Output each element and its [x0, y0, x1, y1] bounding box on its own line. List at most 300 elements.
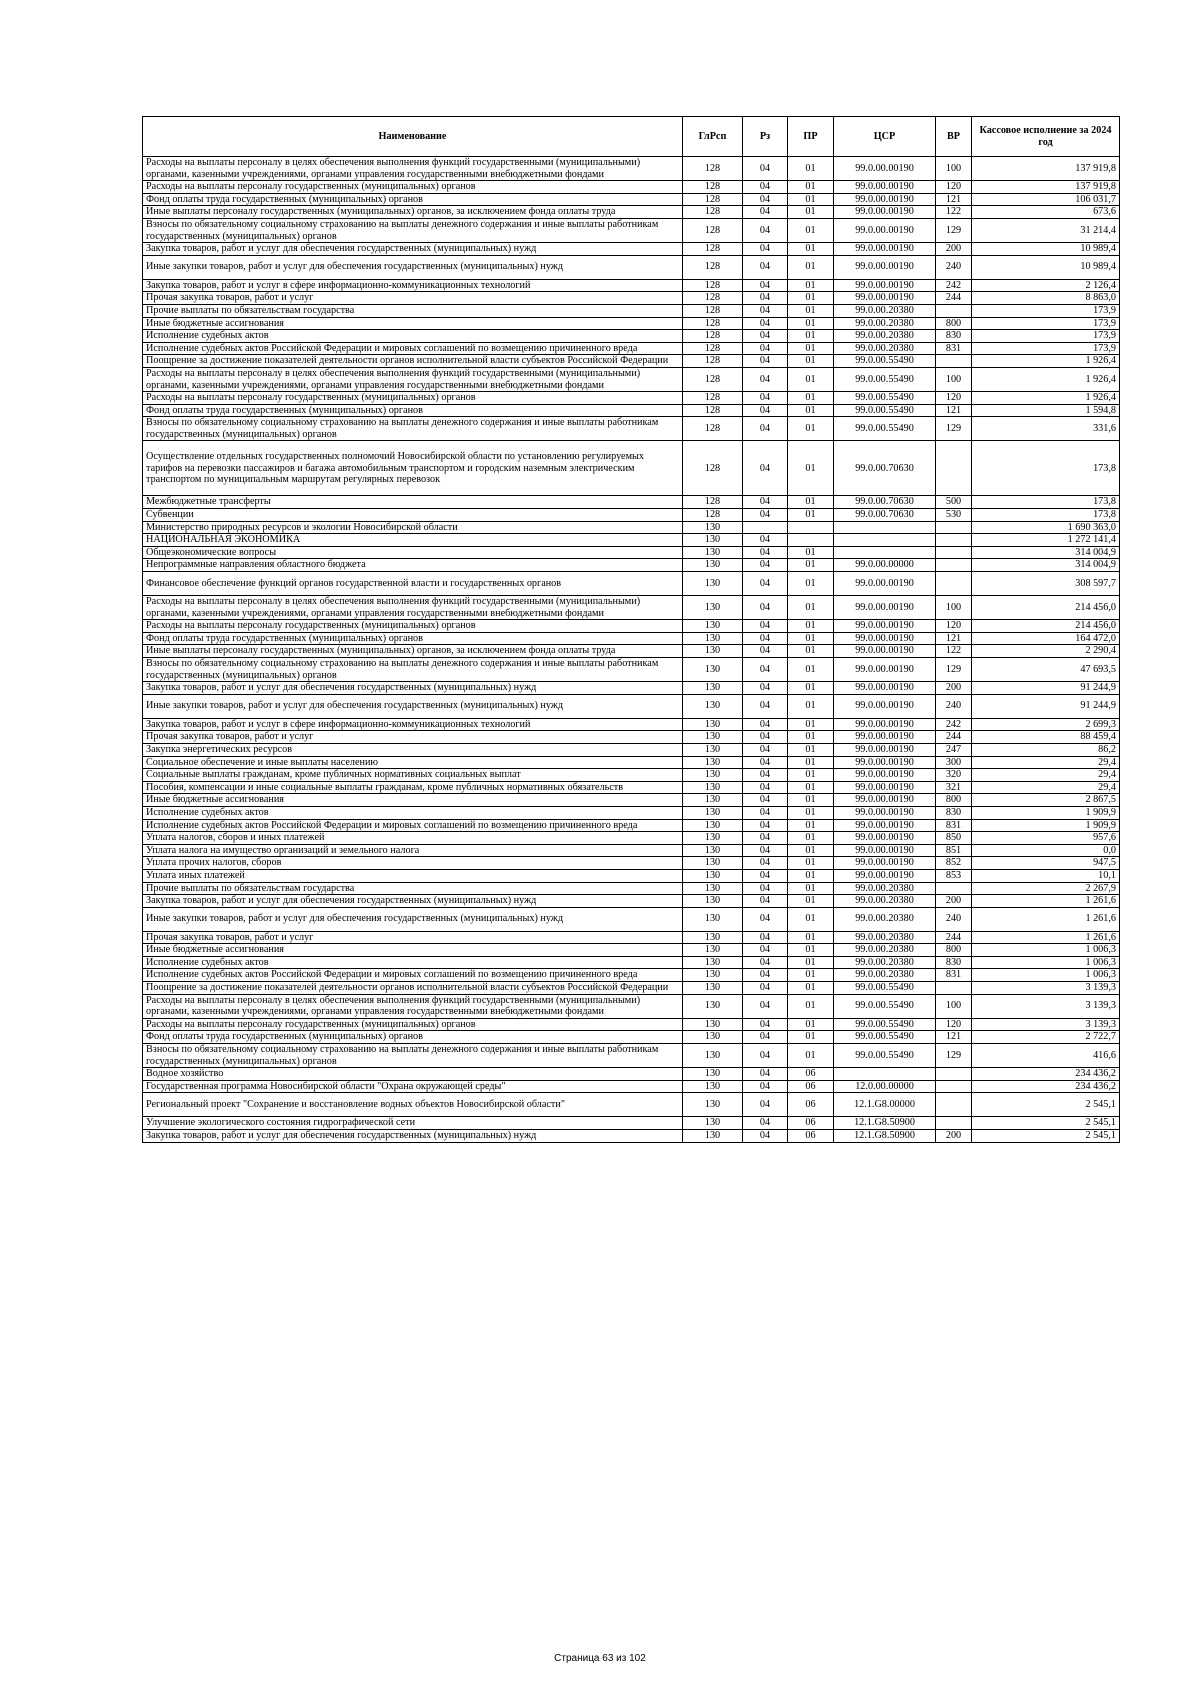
- vr-cell: 122: [936, 645, 972, 658]
- glrsp-cell: 128: [683, 279, 743, 292]
- rz-cell: 04: [743, 1117, 788, 1130]
- pr-cell: 01: [788, 417, 834, 441]
- pr-cell: 01: [788, 342, 834, 355]
- rz-cell: 04: [743, 645, 788, 658]
- rz-cell: 04: [743, 620, 788, 633]
- amount-cell: 3 139,3: [972, 994, 1120, 1018]
- csr-cell: 99.0.00.00190: [834, 632, 936, 645]
- name-cell: Прочая закупка товаров, работ и услуг: [143, 731, 683, 744]
- csr-cell: 99.0.00.20380: [834, 931, 936, 944]
- rz-cell: 04: [743, 819, 788, 832]
- rz-cell: 04: [743, 956, 788, 969]
- glrsp-cell: 128: [683, 404, 743, 417]
- pr-cell: 01: [788, 994, 834, 1018]
- vr-cell: 853: [936, 869, 972, 882]
- pr-cell: 01: [788, 441, 834, 496]
- table-row: [143, 279, 1120, 292]
- amount-cell: 947,5: [972, 857, 1120, 870]
- rz-cell: 04: [743, 559, 788, 572]
- csr-cell: 99.0.00.00190: [834, 844, 936, 857]
- pr-cell: 01: [788, 304, 834, 317]
- name-cell: Прочая закупка товаров, работ и услуг: [143, 931, 683, 944]
- amount-cell: 1 261,6: [972, 907, 1120, 931]
- pr-cell: 01: [788, 718, 834, 731]
- csr-cell: 99.0.00.20380: [834, 304, 936, 317]
- rz-cell: 04: [743, 572, 788, 596]
- glrsp-cell: 130: [683, 572, 743, 596]
- vr-cell: [936, 1093, 972, 1117]
- glrsp-cell: 130: [683, 694, 743, 718]
- glrsp-cell: 130: [683, 718, 743, 731]
- vr-cell: 100: [936, 994, 972, 1018]
- glrsp-cell: 130: [683, 832, 743, 845]
- amount-cell: 1 690 363,0: [972, 521, 1120, 534]
- pr-cell: 01: [788, 367, 834, 391]
- amount-cell: 1 926,4: [972, 355, 1120, 368]
- amount-cell: 2 290,4: [972, 645, 1120, 658]
- amount-cell: 416,6: [972, 1044, 1120, 1068]
- rz-cell: 04: [743, 844, 788, 857]
- table-row: [143, 869, 1120, 882]
- name-cell: Социальное обеспечение и иные выплаты населению: [143, 756, 683, 769]
- pr-cell: 01: [788, 944, 834, 957]
- vr-cell: [936, 572, 972, 596]
- amount-cell: 234 436,2: [972, 1068, 1120, 1081]
- rz-cell: 04: [743, 944, 788, 957]
- glrsp-cell: 128: [683, 218, 743, 242]
- vr-cell: 320: [936, 769, 972, 782]
- pr-cell: 01: [788, 756, 834, 769]
- vr-cell: [936, 304, 972, 317]
- glrsp-cell: 130: [683, 1068, 743, 1081]
- csr-cell: 99.0.00.00190: [834, 718, 936, 731]
- amount-cell: 173,9: [972, 317, 1120, 330]
- table-row: [143, 496, 1120, 509]
- vr-cell: [936, 534, 972, 547]
- table-row: [143, 620, 1120, 633]
- pr-cell: 01: [788, 546, 834, 559]
- glrsp-cell: 130: [683, 781, 743, 794]
- table-row: [143, 559, 1120, 572]
- table-row: [143, 255, 1120, 279]
- name-cell: Иные бюджетные ассигнования: [143, 317, 683, 330]
- pr-cell: 01: [788, 596, 834, 620]
- csr-cell: 99.0.00.55490: [834, 392, 936, 405]
- glrsp-cell: 130: [683, 994, 743, 1018]
- table-row: [143, 1018, 1120, 1031]
- table-row: [143, 404, 1120, 417]
- vr-cell: 830: [936, 330, 972, 343]
- table-header-row: [143, 117, 1120, 157]
- name-cell: Пособия, компенсации и иные социальные выплаты гражданам, кроме публичных нормативных обязательств: [143, 781, 683, 794]
- pr-cell: 06: [788, 1068, 834, 1081]
- amount-cell: 173,8: [972, 441, 1120, 496]
- name-cell: Прочие выплаты по обязательствам государства: [143, 304, 683, 317]
- glrsp-cell: 128: [683, 206, 743, 219]
- table-row: [143, 1093, 1120, 1117]
- rz-cell: 04: [743, 1018, 788, 1031]
- glrsp-cell: 130: [683, 819, 743, 832]
- rz-cell: 04: [743, 756, 788, 769]
- table-row: [143, 218, 1120, 242]
- rz-cell: 04: [743, 658, 788, 682]
- amount-cell: 2 545,1: [972, 1117, 1120, 1130]
- vr-cell: [936, 355, 972, 368]
- glrsp-cell: 130: [683, 806, 743, 819]
- vr-cell: 121: [936, 1031, 972, 1044]
- name-cell: Субвенции: [143, 509, 683, 522]
- vr-cell: 200: [936, 895, 972, 908]
- amount-cell: 137 919,8: [972, 157, 1120, 181]
- table-row: [143, 330, 1120, 343]
- vr-cell: [936, 1117, 972, 1130]
- name-cell: Прочая закупка товаров, работ и услуг: [143, 292, 683, 305]
- name-cell: Исполнение судебных актов Российской Федерации и мировых соглашений по возмещению причиненного вреда: [143, 969, 683, 982]
- pr-cell: 01: [788, 496, 834, 509]
- amount-cell: 3 139,3: [972, 982, 1120, 995]
- rz-cell: 04: [743, 417, 788, 441]
- pr-cell: 01: [788, 404, 834, 417]
- vr-cell: 830: [936, 806, 972, 819]
- table-row: [143, 806, 1120, 819]
- header-glrsp: ГлРсп: [683, 117, 743, 157]
- csr-cell: [834, 1068, 936, 1081]
- vr-cell: 800: [936, 317, 972, 330]
- rz-cell: 04: [743, 367, 788, 391]
- pr-cell: 01: [788, 969, 834, 982]
- name-cell: Исполнение судебных актов: [143, 956, 683, 969]
- name-cell: Исполнение судебных актов: [143, 806, 683, 819]
- csr-cell: 99.0.00.00190: [834, 857, 936, 870]
- table-row: [143, 743, 1120, 756]
- csr-cell: 99.0.00.20380: [834, 969, 936, 982]
- table-row: [143, 931, 1120, 944]
- rz-cell: 04: [743, 534, 788, 547]
- csr-cell: 99.0.00.00190: [834, 645, 936, 658]
- vr-cell: 120: [936, 392, 972, 405]
- glrsp-cell: 130: [683, 1093, 743, 1117]
- name-cell: Непрограммные направления областного бюджета: [143, 559, 683, 572]
- vr-cell: 830: [936, 956, 972, 969]
- name-cell: Расходы на выплаты персоналу в целях обеспечения выполнения функций государственными (муниципальными) органами, казенными учреждениями, органами управления государственными внебюджетными фондами: [143, 596, 683, 620]
- name-cell: Расходы на выплаты персоналу государственных (муниципальных) органов: [143, 1018, 683, 1031]
- table-row: [143, 658, 1120, 682]
- glrsp-cell: 130: [683, 969, 743, 982]
- table-row: [143, 243, 1120, 256]
- csr-cell: 99.0.00.20380: [834, 944, 936, 957]
- glrsp-cell: 130: [683, 731, 743, 744]
- vr-cell: [936, 546, 972, 559]
- pr-cell: 01: [788, 769, 834, 782]
- amount-cell: 1 261,6: [972, 895, 1120, 908]
- vr-cell: 247: [936, 743, 972, 756]
- name-cell: Государственная программа Новосибирской области "Охрана окружающей среды": [143, 1080, 683, 1093]
- amount-cell: 1 926,4: [972, 367, 1120, 391]
- name-cell: Министерство природных ресурсов и экологии Новосибирской области: [143, 521, 683, 534]
- csr-cell: 99.0.00.00190: [834, 694, 936, 718]
- rz-cell: 04: [743, 907, 788, 931]
- pr-cell: 01: [788, 794, 834, 807]
- vr-cell: 121: [936, 404, 972, 417]
- name-cell: Иные выплаты персоналу государственных (муниципальных) органов, за исключением фонда оплаты труда: [143, 645, 683, 658]
- amount-cell: 29,4: [972, 781, 1120, 794]
- name-cell: Поощрение за достижение показателей деятельности органов исполнительной власти субъектов Российской Федерации: [143, 982, 683, 995]
- amount-cell: 1 006,3: [972, 969, 1120, 982]
- csr-cell: 99.0.00.00190: [834, 819, 936, 832]
- table-row: [143, 982, 1120, 995]
- table-row: [143, 157, 1120, 181]
- rz-cell: 04: [743, 743, 788, 756]
- vr-cell: 831: [936, 819, 972, 832]
- glrsp-cell: 130: [683, 1080, 743, 1093]
- glrsp-cell: 130: [683, 769, 743, 782]
- pr-cell: 01: [788, 694, 834, 718]
- table-row: [143, 292, 1120, 305]
- rz-cell: 04: [743, 806, 788, 819]
- name-cell: Иные выплаты персоналу государственных (муниципальных) органов, за исключением фонда оплаты труда: [143, 206, 683, 219]
- csr-cell: 99.0.00.00190: [834, 731, 936, 744]
- csr-cell: 99.0.00.55490: [834, 1031, 936, 1044]
- pr-cell: 01: [788, 931, 834, 944]
- table-row: [143, 819, 1120, 832]
- glrsp-cell: 128: [683, 392, 743, 405]
- csr-cell: 99.0.00.20380: [834, 956, 936, 969]
- csr-cell: 99.0.00.55490: [834, 1018, 936, 1031]
- name-cell: Исполнение судебных актов Российской Федерации и мировых соглашений по возмещению причиненного вреда: [143, 342, 683, 355]
- vr-cell: 100: [936, 157, 972, 181]
- name-cell: Прочие выплаты по обязательствам государства: [143, 882, 683, 895]
- table-row: [143, 956, 1120, 969]
- name-cell: Расходы на выплаты персоналу государственных (муниципальных) органов: [143, 392, 683, 405]
- csr-cell: 99.0.00.00190: [834, 794, 936, 807]
- vr-cell: 240: [936, 255, 972, 279]
- vr-cell: 129: [936, 1044, 972, 1068]
- glrsp-cell: 128: [683, 304, 743, 317]
- rz-cell: 04: [743, 832, 788, 845]
- table-row: [143, 342, 1120, 355]
- glrsp-cell: 130: [683, 645, 743, 658]
- csr-cell: 99.0.00.55490: [834, 982, 936, 995]
- amount-cell: 331,6: [972, 417, 1120, 441]
- rz-cell: 04: [743, 279, 788, 292]
- rz-cell: 04: [743, 769, 788, 782]
- vr-cell: 852: [936, 857, 972, 870]
- rz-cell: 04: [743, 317, 788, 330]
- amount-cell: 173,8: [972, 509, 1120, 522]
- amount-cell: 173,9: [972, 330, 1120, 343]
- amount-cell: 8 863,0: [972, 292, 1120, 305]
- pr-cell: 01: [788, 355, 834, 368]
- rz-cell: 04: [743, 330, 788, 343]
- glrsp-cell: 130: [683, 559, 743, 572]
- amount-cell: 173,8: [972, 496, 1120, 509]
- table-row: [143, 1080, 1120, 1093]
- pr-cell: 01: [788, 882, 834, 895]
- csr-cell: 99.0.00.00190: [834, 243, 936, 256]
- amount-cell: 1 006,3: [972, 944, 1120, 957]
- glrsp-cell: 128: [683, 441, 743, 496]
- pr-cell: 06: [788, 1080, 834, 1093]
- csr-cell: 99.0.00.00190: [834, 869, 936, 882]
- name-cell: Взносы по обязательному социальному страхованию на выплаты денежного содержания и иные выплаты работникам государственных (муниципальных) органов: [143, 218, 683, 242]
- vr-cell: 100: [936, 367, 972, 391]
- csr-cell: 99.0.00.00190: [834, 832, 936, 845]
- amount-cell: 673,6: [972, 206, 1120, 219]
- pr-cell: 06: [788, 1093, 834, 1117]
- pr-cell: 01: [788, 1031, 834, 1044]
- pr-cell: 01: [788, 743, 834, 756]
- name-cell: Расходы на выплаты персоналу в целях обеспечения выполнения функций государственными (муниципальными) органами, казенными учреждениями, органами управления государственными внебюджетными фондами: [143, 994, 683, 1018]
- vr-cell: 120: [936, 1018, 972, 1031]
- table-row: [143, 521, 1120, 534]
- vr-cell: 121: [936, 632, 972, 645]
- pr-cell: 01: [788, 317, 834, 330]
- csr-cell: 99.0.00.20380: [834, 907, 936, 931]
- name-cell: НАЦИОНАЛЬНАЯ ЭКОНОМИКА: [143, 534, 683, 547]
- rz-cell: 04: [743, 392, 788, 405]
- glrsp-cell: 128: [683, 330, 743, 343]
- vr-cell: 244: [936, 931, 972, 944]
- csr-cell: 99.0.00.00190: [834, 206, 936, 219]
- glrsp-cell: 130: [683, 907, 743, 931]
- csr-cell: 12.1.G8.00000: [834, 1093, 936, 1117]
- table-row: [143, 857, 1120, 870]
- vr-cell: 129: [936, 417, 972, 441]
- name-cell: Уплата прочих налогов, сборов: [143, 857, 683, 870]
- table-row: [143, 193, 1120, 206]
- vr-cell: 800: [936, 794, 972, 807]
- amount-cell: 2 126,4: [972, 279, 1120, 292]
- table-row: [143, 645, 1120, 658]
- header-pr: ПР: [788, 117, 834, 157]
- pr-cell: 01: [788, 857, 834, 870]
- pr-cell: 01: [788, 572, 834, 596]
- rz-cell: 04: [743, 731, 788, 744]
- table-row: [143, 534, 1120, 547]
- pr-cell: 01: [788, 292, 834, 305]
- rz-cell: 04: [743, 895, 788, 908]
- table-row: [143, 1044, 1120, 1068]
- header-amount: Кассовое исполнение за 2024 год: [972, 117, 1120, 157]
- amount-cell: 1 594,8: [972, 404, 1120, 417]
- rz-cell: 04: [743, 982, 788, 995]
- csr-cell: 12.0.00.00000: [834, 1080, 936, 1093]
- csr-cell: 99.0.00.70630: [834, 509, 936, 522]
- glrsp-cell: 130: [683, 869, 743, 882]
- pr-cell: 01: [788, 620, 834, 633]
- name-cell: Улучшение экологического состояния гидрографической сети: [143, 1117, 683, 1130]
- amount-cell: 29,4: [972, 756, 1120, 769]
- glrsp-cell: 128: [683, 317, 743, 330]
- table-row: [143, 731, 1120, 744]
- glrsp-cell: 130: [683, 534, 743, 547]
- table-row: [143, 441, 1120, 496]
- table-row: [143, 1031, 1120, 1044]
- name-cell: Фонд оплаты труда государственных (муниципальных) органов: [143, 193, 683, 206]
- rz-cell: 04: [743, 496, 788, 509]
- glrsp-cell: 130: [683, 857, 743, 870]
- vr-cell: 129: [936, 218, 972, 242]
- name-cell: Иные закупки товаров, работ и услуг для обеспечения государственных (муниципальных) нужд: [143, 694, 683, 718]
- table-row: [143, 392, 1120, 405]
- name-cell: Закупка товаров, работ и услуг для обеспечения государственных (муниципальных) нужд: [143, 682, 683, 695]
- csr-cell: 99.0.00.00190: [834, 157, 936, 181]
- glrsp-cell: 130: [683, 944, 743, 957]
- rz-cell: 04: [743, 218, 788, 242]
- amount-cell: 31 214,4: [972, 218, 1120, 242]
- name-cell: Общеэкономические вопросы: [143, 546, 683, 559]
- rz-cell: 04: [743, 969, 788, 982]
- amount-cell: 10 989,4: [972, 255, 1120, 279]
- csr-cell: 99.0.00.20380: [834, 882, 936, 895]
- glrsp-cell: 130: [683, 982, 743, 995]
- glrsp-cell: 128: [683, 417, 743, 441]
- rz-cell: 04: [743, 193, 788, 206]
- glrsp-cell: 128: [683, 342, 743, 355]
- amount-cell: 88 459,4: [972, 731, 1120, 744]
- table-row: [143, 1130, 1120, 1143]
- rz-cell: 04: [743, 781, 788, 794]
- amount-cell: 2 267,9: [972, 882, 1120, 895]
- vr-cell: 244: [936, 731, 972, 744]
- csr-cell: 99.0.00.00190: [834, 620, 936, 633]
- rz-cell: 04: [743, 546, 788, 559]
- amount-cell: 86,2: [972, 743, 1120, 756]
- name-cell: Закупка энергетических ресурсов: [143, 743, 683, 756]
- name-cell: Осуществление отдельных государственных полномочий Новосибирской области по установлению регулируемых тарифов на перевозки пассажиров и багажа автомобильным транспортом и городским наземным электрическим транспортом по муниципальным маршрутам регулярных перевозок: [143, 441, 683, 496]
- amount-cell: 137 919,8: [972, 181, 1120, 194]
- vr-cell: [936, 441, 972, 496]
- pr-cell: 01: [788, 645, 834, 658]
- pr-cell: 01: [788, 956, 834, 969]
- pr-cell: 01: [788, 682, 834, 695]
- glrsp-cell: 130: [683, 521, 743, 534]
- header-vr: ВР: [936, 117, 972, 157]
- rz-cell: 04: [743, 596, 788, 620]
- amount-cell: 10,1: [972, 869, 1120, 882]
- name-cell: Взносы по обязательному социальному страхованию на выплаты денежного содержания и иные выплаты работникам государственных (муниципальных) органов: [143, 658, 683, 682]
- name-cell: Взносы по обязательному социальному страхованию на выплаты денежного содержания и иные выплаты работникам государственных (муниципальных) органов: [143, 417, 683, 441]
- pr-cell: 01: [788, 819, 834, 832]
- rz-cell: 04: [743, 931, 788, 944]
- table-row: [143, 907, 1120, 931]
- pr-cell: 01: [788, 658, 834, 682]
- csr-cell: [834, 546, 936, 559]
- table-row: [143, 718, 1120, 731]
- name-cell: Иные бюджетные ассигнования: [143, 944, 683, 957]
- glrsp-cell: 130: [683, 794, 743, 807]
- csr-cell: 99.0.00.20380: [834, 895, 936, 908]
- amount-cell: 1 909,9: [972, 819, 1120, 832]
- name-cell: Расходы на выплаты персоналу в целях обеспечения выполнения функций государственными (муниципальными) органами, казенными учреждениями, органами управления государственными внебюджетными фондами: [143, 367, 683, 391]
- budget-table: [142, 116, 1120, 1143]
- csr-cell: 99.0.00.20380: [834, 317, 936, 330]
- vr-cell: 200: [936, 243, 972, 256]
- amount-cell: 957,6: [972, 832, 1120, 845]
- pr-cell: 01: [788, 1044, 834, 1068]
- csr-cell: 12.1.G8.50900: [834, 1117, 936, 1130]
- csr-cell: 99.0.00.00190: [834, 279, 936, 292]
- amount-cell: 2 545,1: [972, 1130, 1120, 1143]
- amount-cell: 314 004,9: [972, 546, 1120, 559]
- csr-cell: 99.0.00.55490: [834, 994, 936, 1018]
- name-cell: Финансовое обеспечение функций органов государственной власти и государственных органов: [143, 572, 683, 596]
- csr-cell: 99.0.00.00190: [834, 255, 936, 279]
- name-cell: Фонд оплаты труда государственных (муниципальных) органов: [143, 404, 683, 417]
- csr-cell: 99.0.00.55490: [834, 404, 936, 417]
- amount-cell: 1 006,3: [972, 956, 1120, 969]
- amount-cell: 214 456,0: [972, 620, 1120, 633]
